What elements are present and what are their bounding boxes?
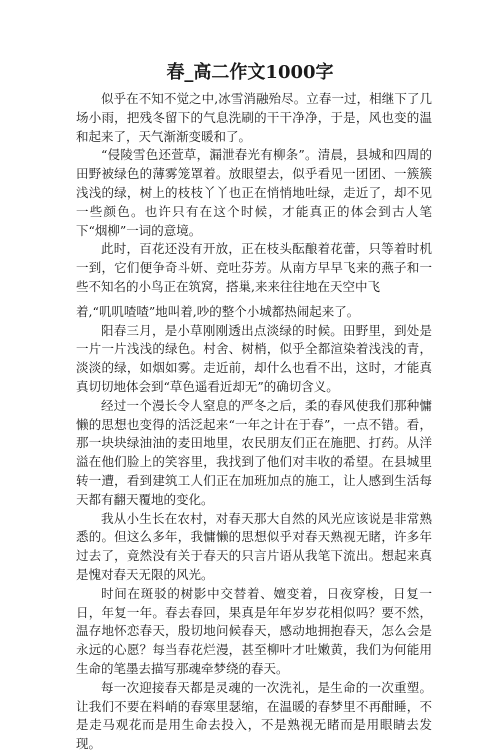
paragraph: “侵陵雪色还萱草，漏泄春光有柳条”。清晨，县城和四周的田野被绿色的薄雾笼罩着。放眼望去，似乎看见一团团、一簇簇浅浅的绿，树上的枝枝丫丫也正在悄悄地吐绿，走近了，却不见一些颜色。也许只有在这个时候，才能真正的体会到古人笔下“烟柳”一词的意境。 — [76, 147, 432, 238]
paragraph: 此时，百花还没有开放，正在枝头酝酿着花蕾，只等着时机一到，它们便争奇斗妍、竞吐芬芳。从南方早早飞来的燕子和一些不知名的小鸟正在筑窝，搭巢,来来往往地在天空中飞 — [76, 241, 432, 294]
paragraph: 我从小生长在农村，对春天那大自然的风光应该说是非常熟悉的。但这么多年，我慵懒的思想似乎对春天熟视无睹，许多年过去了，竟然没有关于春天的只言片语从我笔下流出。想起来真是愧对春天无限的风光。 — [76, 510, 432, 582]
paragraph: 阳春三月，是小草刚刚透出点淡绿的时候。田野里，到处是一片一片浅浅的绿色。村舍、树梢，似乎全都渲染着浅浅的青，淡淡的绿，如烟如雾。走近前，却什么也看不出，这时，才能真真切切地体会到“草色遥看近却无”的确切含义。 — [76, 322, 432, 394]
paragraph: 每一次迎接春天都是灵魂的一次洗礼，是生命的一次重塑。让我们不要在料峭的春寒里瑟缩，在温暖的春梦里不再酣睡，不是走马观花而是用生命去投入，不是熟视无睹而是用眼睛去发现。 — [76, 679, 432, 752]
paragraph: 经过一个漫长令人窒息的严冬之后，柔的春风使我们那种慵懒的思想也变得的活泛起来“一年之计在于春”，一点不错。看，那一块块绿油油的麦田地里，农民朋友们正在施肥、打药。从洋溢在他们脸上的笑容里，我找到了他们对丰收的希望。在县城里转一遭，看到建筑工人们正在加班加点的施工，让人感到生活每天都有翻天覆地的变化。 — [76, 397, 432, 507]
essay-title: 春_高二作文1000字 — [166, 62, 334, 83]
paragraph: 时间在斑驳的树影中交替着、嬗变着，日夜穿梭，日复一日，年复一年。春去春回，果真是年年岁岁花相似吗？要不然，温存地怀恋春天，殷切地问候春天，感动地拥抱春天，怎么会是永远的心愿？每当春花烂漫，甚至柳叶才吐嫩黄，我们为何能用生命的笔墨去描写那魂牵梦绕的春天。 — [76, 585, 432, 676]
essay-body — [76, 90, 432, 754]
paragraph-continuation: 着,“叽叽喳喳”地叫着,吵的整个小城都热闹起来了。 — [76, 303, 360, 319]
paragraph: 似乎在不知不觉之中,冰雪消融殆尽。立春一过，相继下了几场小雨，把残冬留下的气息洗刷的干干净净，于是，风也变的温和起来了，天气渐渐变暖和了。 — [76, 91, 432, 144]
